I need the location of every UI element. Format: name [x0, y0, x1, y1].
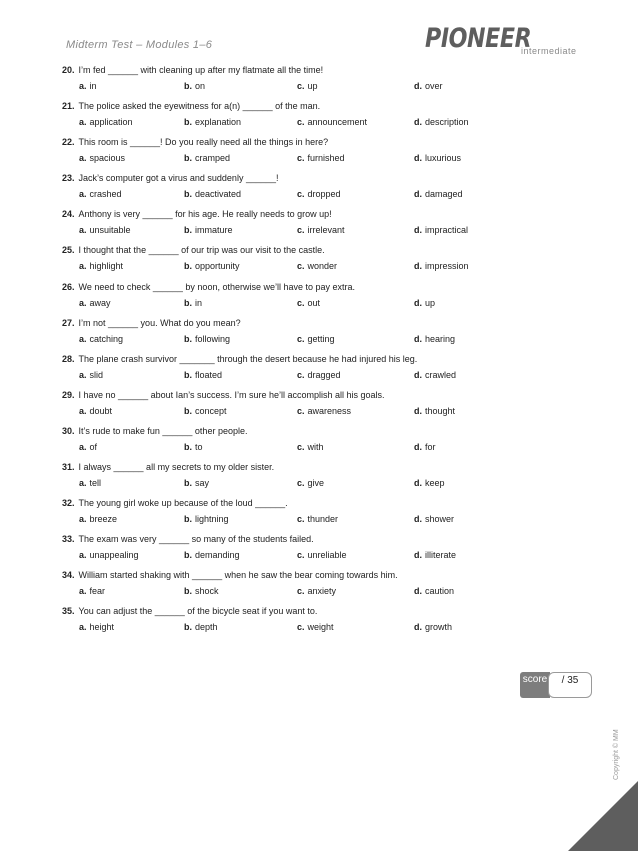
- option-letter: d.: [414, 405, 422, 416]
- option-letter: b.: [184, 153, 192, 164]
- answer-option[interactable]: [297, 440, 324, 454]
- option-letter: a.: [79, 550, 87, 561]
- answer-option[interactable]: [184, 584, 219, 598]
- option-text: in: [89, 81, 97, 91]
- option-letter: a.: [79, 586, 87, 597]
- option-text: say: [195, 478, 210, 489]
- option-text: of: [89, 441, 98, 452]
- question-text: I thought that the ______ of our trip was our visit to the castle.: [78, 245, 325, 256]
- question-line: [62, 460, 274, 474]
- option-text: in: [195, 297, 203, 308]
- answer-option[interactable]: [414, 584, 454, 598]
- answer-option[interactable]: [184, 476, 209, 490]
- option-letter: a.: [79, 261, 87, 272]
- question-item: [0, 207, 638, 243]
- option-text: up: [307, 81, 318, 91]
- option-text: concept: [195, 405, 227, 416]
- answer-option[interactable]: [79, 332, 123, 346]
- option-text: unreliable: [307, 550, 347, 561]
- question-number: 27.: [62, 317, 75, 328]
- answer-option[interactable]: [297, 584, 336, 598]
- answer-option[interactable]: [414, 368, 456, 382]
- question-item: [0, 63, 638, 99]
- option-text: floated: [195, 369, 223, 380]
- answer-option[interactable]: [297, 368, 341, 382]
- option-text: impractical: [425, 225, 469, 236]
- option-text: opportunity: [195, 261, 240, 272]
- answer-option[interactable]: [414, 620, 452, 634]
- option-letter: a.: [79, 297, 87, 308]
- answer-option[interactable]: [414, 404, 455, 418]
- answer-option[interactable]: [184, 79, 205, 93]
- question-text: I always ______ all my secrets to my older sister.: [78, 462, 275, 473]
- question-line: [62, 568, 398, 582]
- answer-option[interactable]: [79, 79, 97, 93]
- option-letter: c.: [297, 550, 305, 561]
- question-item: [0, 99, 638, 135]
- brand-logo: [425, 22, 577, 56]
- question-line: [62, 604, 317, 618]
- option-letter: a.: [79, 189, 87, 200]
- option-letter: b.: [184, 405, 192, 416]
- answer-option[interactable]: [414, 440, 436, 454]
- option-text: unappealing: [89, 550, 139, 561]
- option-text: wonder: [307, 261, 338, 272]
- question-line: [62, 316, 241, 330]
- option-letter: b.: [184, 189, 192, 200]
- option-letter: a.: [79, 478, 87, 489]
- copyright-notice: Copyright © MM: [613, 729, 620, 780]
- option-text: for: [425, 441, 436, 452]
- question-number: 32.: [62, 498, 75, 509]
- option-letter: c.: [297, 586, 305, 597]
- option-text: crashed: [89, 189, 122, 200]
- answer-option[interactable]: [297, 512, 338, 526]
- option-text: catching: [89, 333, 124, 344]
- question-line: [62, 532, 314, 546]
- answer-option[interactable]: [184, 151, 230, 165]
- answer-option[interactable]: [414, 115, 469, 129]
- option-letter: d.: [414, 81, 422, 91]
- answer-option[interactable]: [414, 259, 469, 273]
- answer-option[interactable]: [79, 296, 111, 310]
- question-text: William started shaking with ______ when he saw the bear coming towards him.: [78, 570, 398, 581]
- question-text: The young girl woke up because of the loud ______.: [78, 498, 288, 509]
- option-letter: c.: [297, 117, 305, 128]
- question-item: [0, 496, 638, 532]
- answer-option[interactable]: [79, 620, 114, 634]
- answer-option[interactable]: [79, 548, 139, 562]
- option-letter: a.: [79, 369, 87, 380]
- question-number: 26.: [62, 281, 75, 292]
- question-item: [0, 388, 638, 424]
- answer-option[interactable]: [297, 259, 337, 273]
- option-letter: d.: [414, 514, 422, 525]
- option-letter: d.: [414, 586, 422, 597]
- question-item: [0, 352, 638, 388]
- option-text: to: [195, 441, 203, 452]
- option-letter: c.: [297, 189, 305, 200]
- option-letter: c.: [297, 81, 305, 91]
- answer-option[interactable]: [79, 476, 101, 490]
- option-text: description: [425, 117, 469, 128]
- option-letter: c.: [297, 153, 305, 164]
- question-number: 21.: [62, 101, 75, 112]
- option-text: on: [195, 81, 206, 91]
- option-letter: c.: [297, 622, 305, 633]
- option-text: unsuitable: [89, 225, 131, 236]
- question-item: [0, 460, 638, 496]
- option-letter: c.: [297, 297, 305, 308]
- answer-option[interactable]: [79, 115, 133, 129]
- question-number: 34.: [62, 570, 75, 581]
- option-text: luxurious: [425, 153, 462, 164]
- question-number: 31.: [62, 462, 75, 473]
- brand-name: PIONEER: [425, 23, 532, 54]
- option-text: keep: [425, 478, 445, 489]
- question-line: [62, 135, 328, 149]
- option-letter: d.: [414, 478, 422, 489]
- option-letter: d.: [414, 550, 422, 561]
- question-number: 24.: [62, 209, 75, 220]
- question-text: We need to check ______ by noon, otherwise we’ll have to pay extra.: [78, 281, 356, 292]
- option-text: furnished: [307, 153, 345, 164]
- answer-option[interactable]: [297, 296, 320, 310]
- question-line: [62, 171, 278, 185]
- answer-option[interactable]: [184, 512, 229, 526]
- option-text: out: [307, 297, 321, 308]
- option-text: hearing: [425, 333, 456, 344]
- question-item: [0, 316, 638, 352]
- option-text: lightning: [195, 514, 229, 525]
- answer-option[interactable]: [297, 187, 341, 201]
- option-text: height: [89, 622, 115, 633]
- question-text: It’s rude to make fun ______ other people.: [78, 425, 248, 436]
- answer-option[interactable]: [79, 368, 103, 382]
- option-text: cramped: [195, 153, 231, 164]
- option-letter: a.: [79, 81, 87, 91]
- option-text: breeze: [89, 514, 118, 525]
- question-text: Jack’s computer got a virus and suddenly ______!: [78, 173, 279, 184]
- option-text: awareness: [307, 405, 352, 416]
- brand-level: intermediate: [521, 46, 577, 56]
- option-letter: d.: [414, 153, 422, 164]
- score-label: score: [520, 672, 550, 698]
- question-item: [0, 604, 638, 640]
- option-letter: c.: [297, 333, 305, 344]
- answer-option[interactable]: [414, 476, 445, 490]
- option-letter: d.: [414, 225, 422, 236]
- option-text: shower: [425, 514, 455, 525]
- answer-option[interactable]: [414, 512, 454, 526]
- answer-option[interactable]: [414, 223, 468, 237]
- question-number: 22.: [62, 137, 75, 148]
- answer-option[interactable]: [297, 223, 345, 237]
- question-item: [0, 171, 638, 207]
- answer-option[interactable]: [297, 404, 351, 418]
- answer-option[interactable]: [297, 332, 335, 346]
- option-letter: c.: [297, 405, 305, 416]
- option-letter: b.: [184, 586, 192, 597]
- question-item: [0, 568, 638, 604]
- option-text: immature: [195, 225, 233, 236]
- option-text: illiterate: [425, 550, 457, 561]
- question-text: The police asked the eyewitness for a(n) ______ of the man.: [78, 101, 321, 112]
- option-text: dragged: [307, 369, 341, 380]
- option-letter: c.: [297, 514, 305, 525]
- option-text: fear: [89, 586, 106, 597]
- option-letter: c.: [297, 441, 305, 452]
- answer-option[interactable]: [79, 584, 105, 598]
- option-letter: c.: [297, 369, 305, 380]
- option-text: up: [425, 297, 436, 308]
- option-letter: d.: [414, 622, 422, 633]
- answer-option[interactable]: [184, 187, 241, 201]
- answer-option[interactable]: [79, 259, 123, 273]
- option-letter: a.: [79, 153, 87, 164]
- question-line: [62, 243, 325, 257]
- question-number: 29.: [62, 389, 75, 400]
- option-text: away: [89, 297, 111, 308]
- option-text: spacious: [89, 153, 126, 164]
- answer-option[interactable]: [414, 296, 435, 310]
- answer-option[interactable]: [297, 476, 324, 490]
- option-letter: d.: [414, 189, 422, 200]
- question-line: [62, 63, 323, 77]
- option-letter: a.: [79, 225, 87, 236]
- answer-option[interactable]: [414, 79, 443, 93]
- option-letter: d.: [414, 261, 422, 272]
- question-text: You can adjust the ______ of the bicycle seat if you want to.: [78, 606, 318, 617]
- answer-option[interactable]: [414, 151, 461, 165]
- option-text: thunder: [307, 514, 339, 525]
- question-line: [62, 99, 320, 113]
- question-number: 23.: [62, 173, 75, 184]
- option-text: damaged: [425, 189, 463, 200]
- option-text: give: [307, 478, 325, 489]
- answer-option[interactable]: [414, 187, 463, 201]
- option-letter: b.: [184, 478, 192, 489]
- option-text: highlight: [89, 261, 124, 272]
- option-text: growth: [425, 622, 453, 633]
- option-letter: b.: [184, 622, 192, 633]
- question-text: I’m not ______ you. What do you mean?: [78, 317, 241, 328]
- option-letter: b.: [184, 261, 192, 272]
- option-letter: d.: [414, 117, 422, 128]
- option-text: announcement: [307, 117, 368, 128]
- question-number: 28.: [62, 353, 75, 364]
- answer-option[interactable]: [184, 115, 241, 129]
- answer-option[interactable]: [184, 620, 218, 634]
- option-text: application: [89, 117, 133, 128]
- option-letter: b.: [184, 333, 192, 344]
- answer-option[interactable]: [297, 151, 345, 165]
- answer-option[interactable]: [184, 259, 240, 273]
- question-item: [0, 532, 638, 568]
- option-letter: b.: [184, 225, 192, 236]
- option-letter: b.: [184, 297, 192, 308]
- question-line: [62, 352, 417, 366]
- answer-option[interactable]: [184, 440, 203, 454]
- answer-option[interactable]: [79, 440, 97, 454]
- question-number: 33.: [62, 534, 75, 545]
- option-letter: b.: [184, 550, 192, 561]
- answer-option[interactable]: [79, 512, 117, 526]
- answer-option[interactable]: [414, 548, 456, 562]
- option-text: depth: [195, 622, 218, 633]
- question-number: 25.: [62, 245, 75, 256]
- answer-option[interactable]: [184, 296, 202, 310]
- score-field[interactable]: / 35: [548, 672, 592, 698]
- score-box: [520, 672, 592, 698]
- option-text: explanation: [195, 117, 242, 128]
- option-text: thought: [425, 405, 456, 416]
- option-letter: c.: [297, 225, 305, 236]
- question-text: This room is ______! Do you really need all the things in here?: [78, 137, 329, 148]
- option-text: irrelevant: [307, 225, 345, 236]
- option-letter: b.: [184, 514, 192, 525]
- answer-option[interactable]: [297, 548, 347, 562]
- option-text: dropped: [307, 189, 341, 200]
- question-item: [0, 424, 638, 460]
- answer-option[interactable]: [79, 223, 131, 237]
- question-line: [62, 388, 385, 402]
- option-text: with: [307, 441, 324, 452]
- option-text: following: [195, 333, 231, 344]
- answer-option[interactable]: [414, 332, 455, 346]
- question-text: Anthony is very ______ for his age. He really needs to grow up!: [78, 209, 332, 220]
- question-item: [0, 135, 638, 171]
- option-text: over: [425, 81, 443, 91]
- header-test-title: Midterm Test – Modules 1–6: [66, 39, 213, 51]
- option-text: tell: [89, 478, 102, 489]
- option-letter: c.: [297, 261, 305, 272]
- answer-option[interactable]: [184, 404, 227, 418]
- answer-option[interactable]: [79, 187, 122, 201]
- question-line: [62, 424, 247, 438]
- option-text: weight: [307, 622, 334, 633]
- question-list: [0, 63, 638, 641]
- option-letter: a.: [79, 622, 87, 633]
- question-text: The exam was very ______ so many of the students failed.: [78, 534, 314, 545]
- question-number: 20.: [62, 65, 75, 75]
- option-letter: a.: [79, 333, 87, 344]
- answer-option[interactable]: [297, 620, 334, 634]
- option-letter: b.: [184, 441, 192, 452]
- answer-option[interactable]: [184, 332, 230, 346]
- answer-option[interactable]: [297, 115, 367, 129]
- answer-option[interactable]: [184, 368, 222, 382]
- option-text: shock: [195, 586, 219, 597]
- answer-option[interactable]: [184, 548, 240, 562]
- question-line: [62, 496, 288, 510]
- option-text: doubt: [89, 405, 113, 416]
- option-text: caution: [425, 586, 455, 597]
- question-line: [62, 207, 332, 221]
- option-text: impression: [425, 261, 469, 272]
- answer-option[interactable]: [79, 404, 112, 418]
- option-letter: b.: [184, 117, 192, 128]
- question-line: [62, 280, 355, 294]
- answer-option[interactable]: [184, 223, 233, 237]
- question-text: I’m fed ______ with cleaning up after my flatmate all the time!: [78, 65, 324, 75]
- option-letter: b.: [184, 369, 192, 380]
- option-letter: a.: [79, 441, 87, 452]
- option-text: deactivated: [195, 189, 242, 200]
- option-letter: b.: [184, 81, 192, 91]
- option-text: demanding: [195, 550, 240, 561]
- option-letter: a.: [79, 405, 87, 416]
- answer-option[interactable]: [297, 79, 318, 93]
- question-text: The plane crash survivor _______ through the desert because he had injured his leg.: [78, 353, 418, 364]
- option-text: anxiety: [307, 586, 337, 597]
- question-text: I have no ______ about Ian’s success. I’m sure he’ll accomplish all his goals.: [78, 389, 385, 400]
- option-letter: a.: [79, 117, 87, 128]
- option-letter: d.: [414, 441, 422, 452]
- question-number: 35.: [62, 606, 75, 617]
- question-item: [0, 280, 638, 316]
- question-number: 30.: [62, 425, 75, 436]
- option-text: slid: [89, 369, 104, 380]
- option-text: crawled: [425, 369, 457, 380]
- option-letter: c.: [297, 478, 305, 489]
- option-letter: a.: [79, 514, 87, 525]
- corner-decoration: [568, 781, 638, 851]
- option-letter: d.: [414, 369, 422, 380]
- question-item: [0, 243, 638, 279]
- answer-option[interactable]: [79, 151, 125, 165]
- option-letter: d.: [414, 333, 422, 344]
- option-text: getting: [307, 333, 335, 344]
- option-letter: d.: [414, 297, 422, 308]
